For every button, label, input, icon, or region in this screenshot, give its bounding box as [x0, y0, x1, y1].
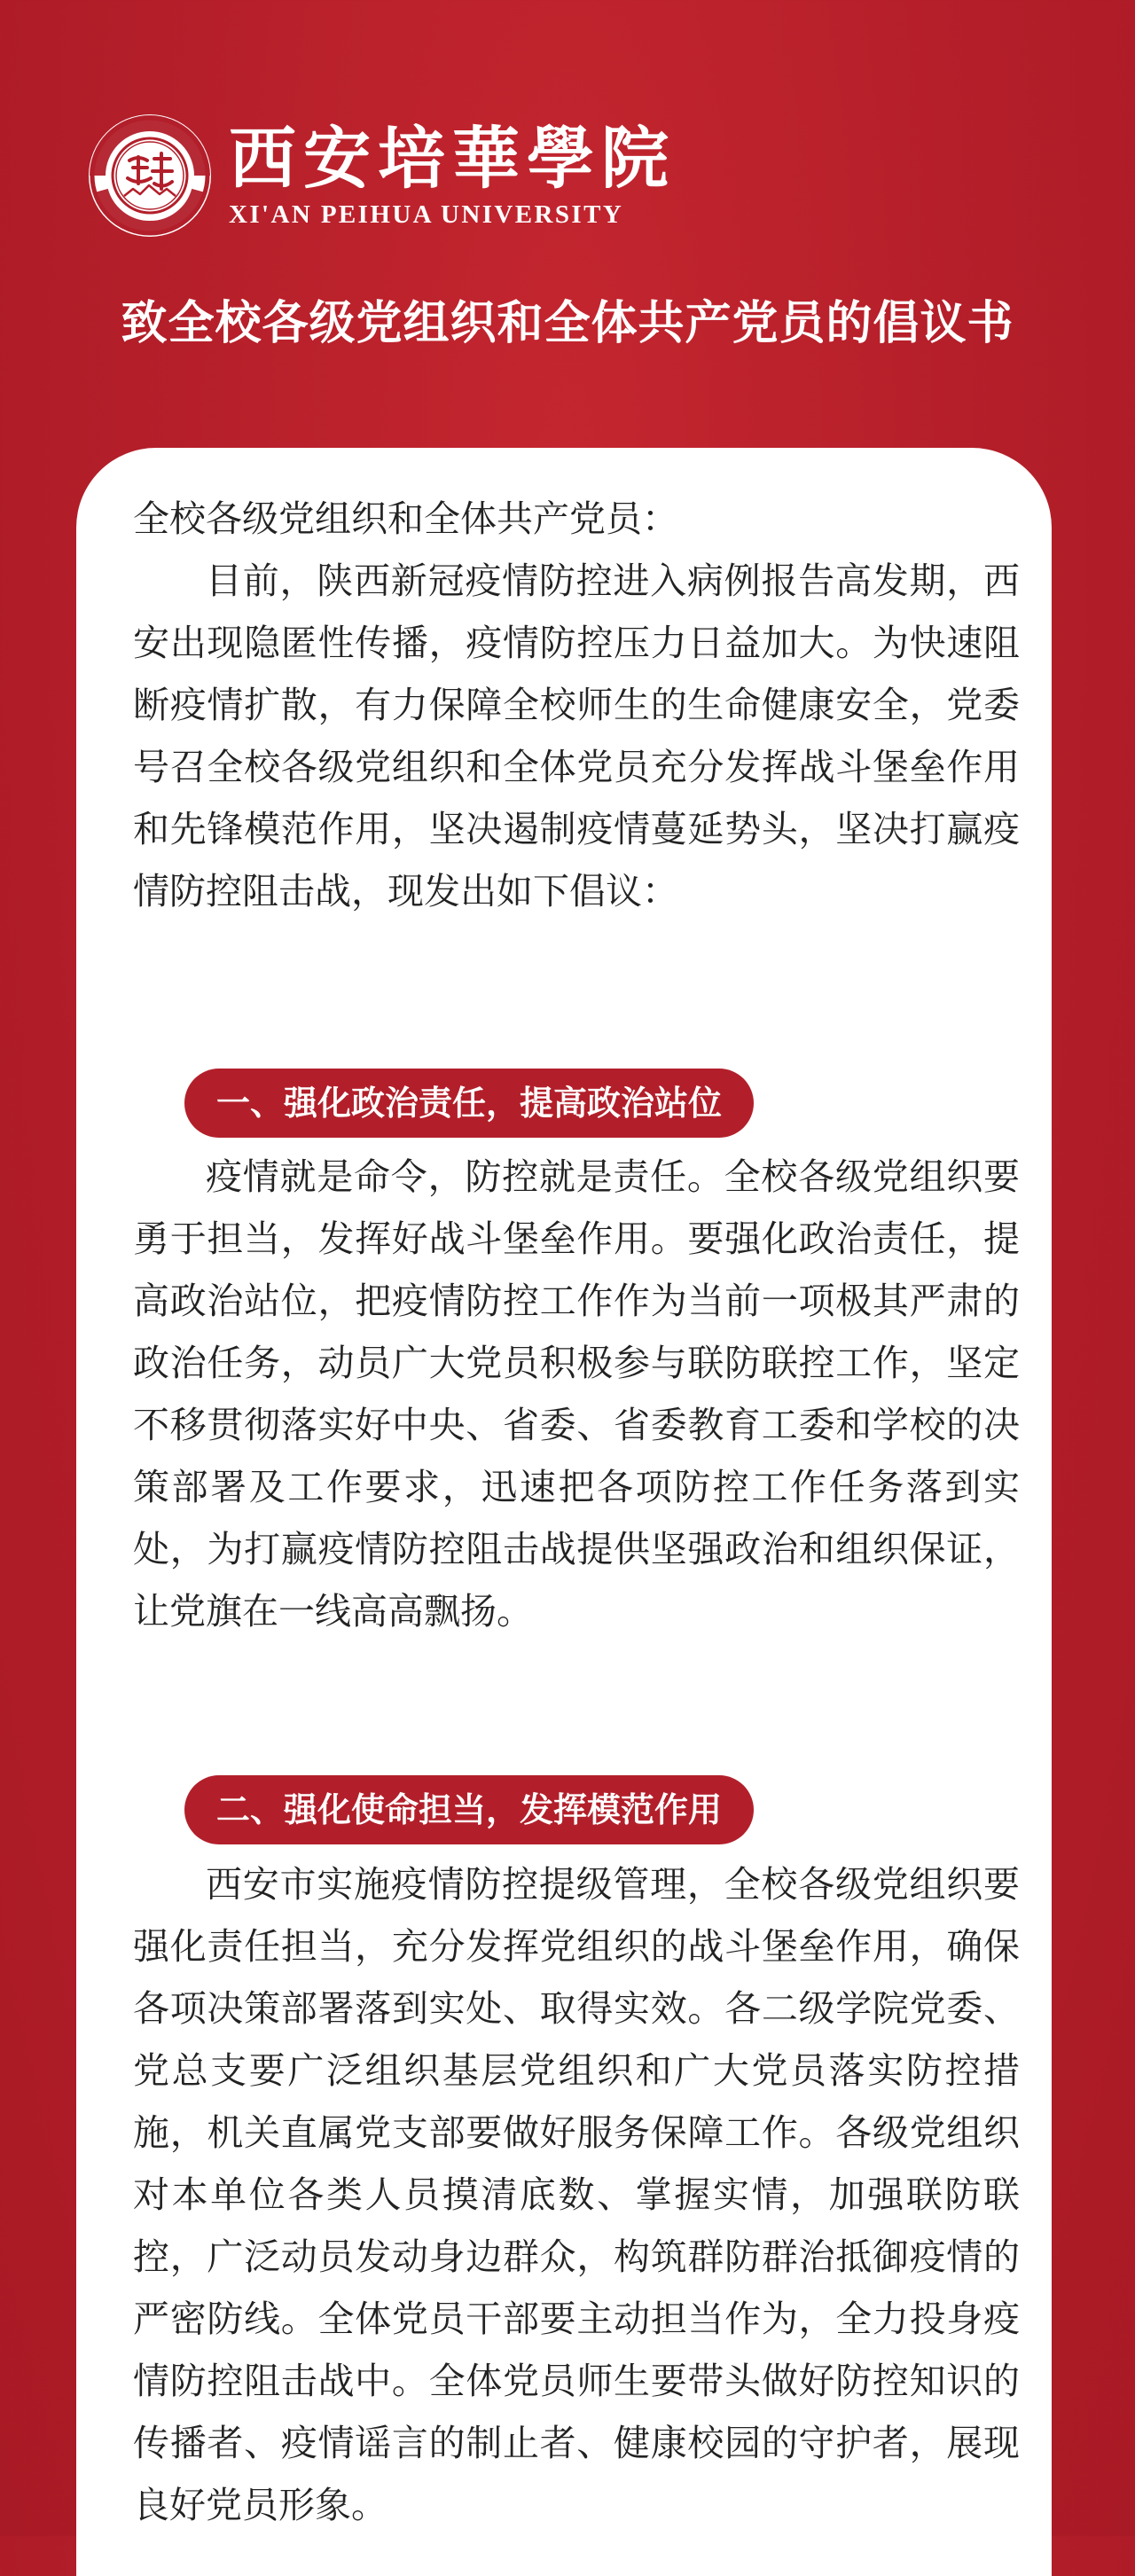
section-heading-1: 一、强化政治责任，提高政治站位 [184, 1069, 754, 1138]
brand-block [229, 121, 676, 231]
section-body-1: 疫情就是命令，防控就是责任。全校各级党组织要勇于担当，发挥好战斗堡垒作用。要强化政治责任，提高政治站位，把疫情防控工作作为当前一项极其严肃的政治任务，动员广大党员积极参与联防联控工作，坚定不移贯彻落实好中央、省委、省委教育工委和学校的决策部署及工作要求，迅速把各项防控工作任务落到实处，为打赢疫情防控阻击战提供坚强政治和组织保证，让党旗在一线高高飘扬。 [133, 1155, 1020, 1633]
university-logo [89, 114, 676, 238]
page-title: 致全校各级党组织和全体共产党员的倡议书 [121, 297, 1014, 350]
header [0, 0, 1135, 443]
university-seal-icon [89, 114, 211, 237]
university-name-en: XI'AN PEIHUA UNIVERSITY [229, 200, 624, 229]
letter-salutation: 全校各级党组织和全体共产党员： [133, 497, 678, 540]
letter-card [76, 448, 1052, 2576]
letter-intro: 目前，陕西新冠疫情防控进入病例报告高发期，西安出现隐匿性传播，疫情防控压力日益加大。为快速阻断疫情扩散，有力保障全校师生的生命健康安全，党委号召全校各级党组织和全体党员充分发挥战斗堡垒作用和先锋模范作用，坚决遏制疫情蔓延势头，坚决打赢疫情防控阻击战，现发出如下倡议： [133, 560, 1020, 912]
university-name-cn: 西安培華學院 [229, 119, 676, 198]
section-body-2: 西安市实施疫情防控提级管理，全校各级党组织要强化责任担当，充分发挥党组织的战斗堡垒作用，确保各项决策部署落到实处、取得实效。各二级学院党委、党总支要广泛组织基层党组织和广大党员落实防控措施，机关直属党支部要做好服务保障工作。各级党组织对本单位各类人员摸清底数、掌握实情，加强联防联控，广泛动员发动身边群众，构筑群防群治抵御疫情的严密防线。全体党员干部要主动担当作为，全力投身疫情防控阻击战中。全体党员师生要带头做好防控知识的传播者、疫情谣言的制止者、健康校园的守护者，展现良好党员形象。 [133, 1863, 1020, 2526]
section-heading-2: 二、强化使命担当，发挥模范作用 [184, 1775, 754, 1844]
